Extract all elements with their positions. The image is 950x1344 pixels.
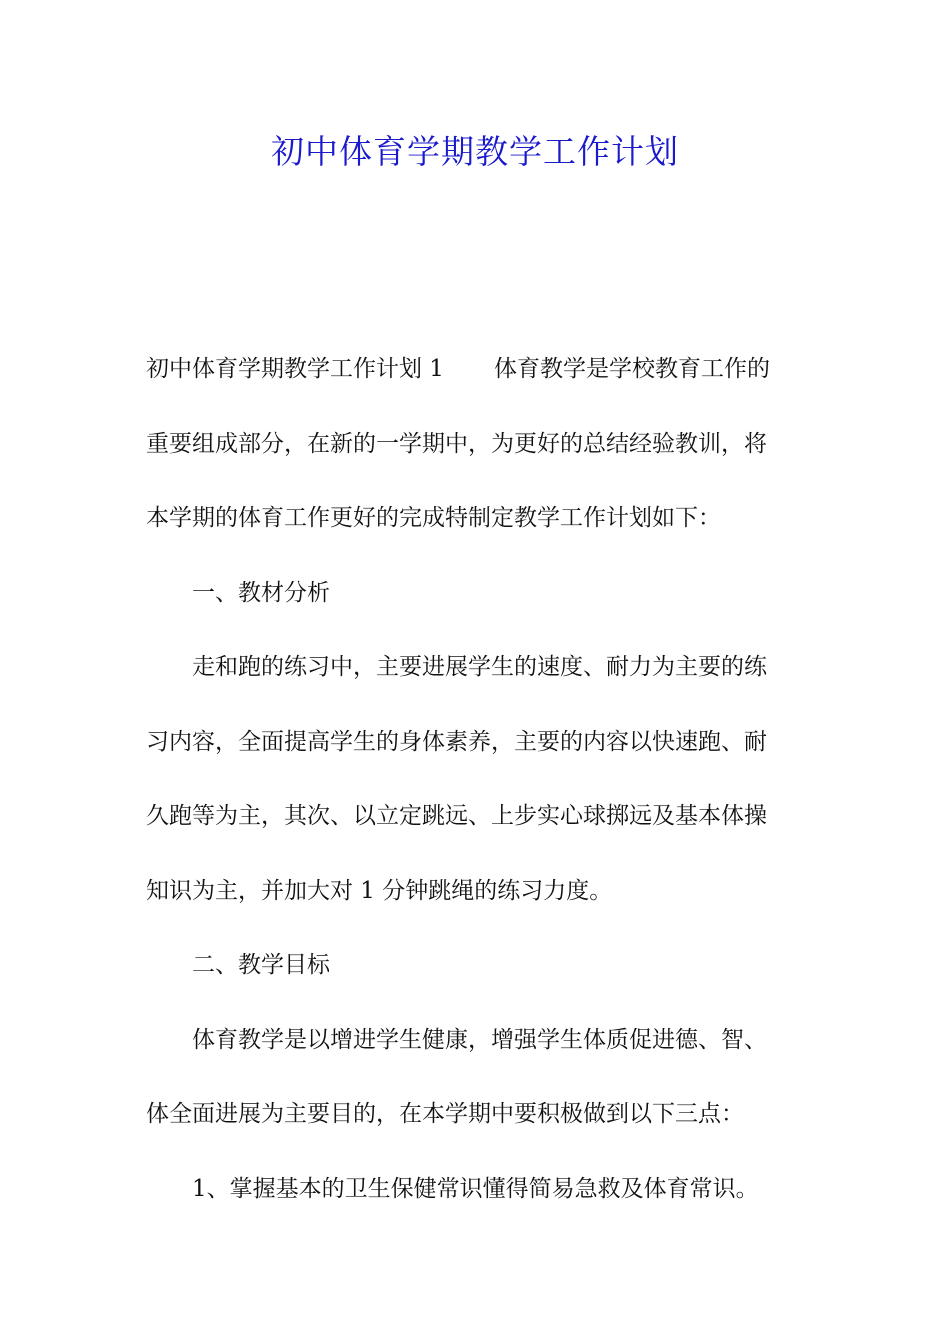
text-line-2: 重要组成部分，在新的一学期中，为更好的总结经验教训，将: [146, 430, 767, 457]
document-body: [146, 332, 808, 1226]
document-title: 初中体育学期教学工作计划: [271, 132, 679, 171]
text-line-11: 体全面进展为主要目的，在本学期中要积极做到以下三点：: [146, 1101, 744, 1127]
plan-heading-text: 初中体育学期教学工作计划 1: [146, 356, 444, 382]
section-heading-goals: 二、教学目标: [192, 952, 330, 978]
text-line-5: 走和跑的练习中，主要进展学生的速度、耐力为主要的练: [192, 654, 767, 680]
section-heading-materials: 一、教材分析: [192, 579, 330, 606]
text-line-6: 习内容，全面提高学生的身体素养，主要的内容以快速跑、耐: [146, 728, 767, 755]
text-line-7: 久跑等为主，其次、以立定跳远、上步实心球掷远及基本体操: [146, 803, 767, 829]
intro-text-start: 体育教学是学校教育工作的: [493, 356, 770, 382]
list-item-1: 1、掌握基本的卫生保健常识懂得简易急救及体育常识。: [192, 1175, 759, 1202]
text-line-10: 体育教学是以增进学生健康，增强学生体质促进德、智、: [192, 1026, 767, 1053]
text-line-1: [146, 332, 808, 407]
text-line-8: 知识为主，并加大对 1 分钟跳绳的练习力度。: [146, 877, 613, 904]
text-line-3: 本学期的体育工作更好的完成特制定教学工作计划如下：: [146, 505, 721, 531]
